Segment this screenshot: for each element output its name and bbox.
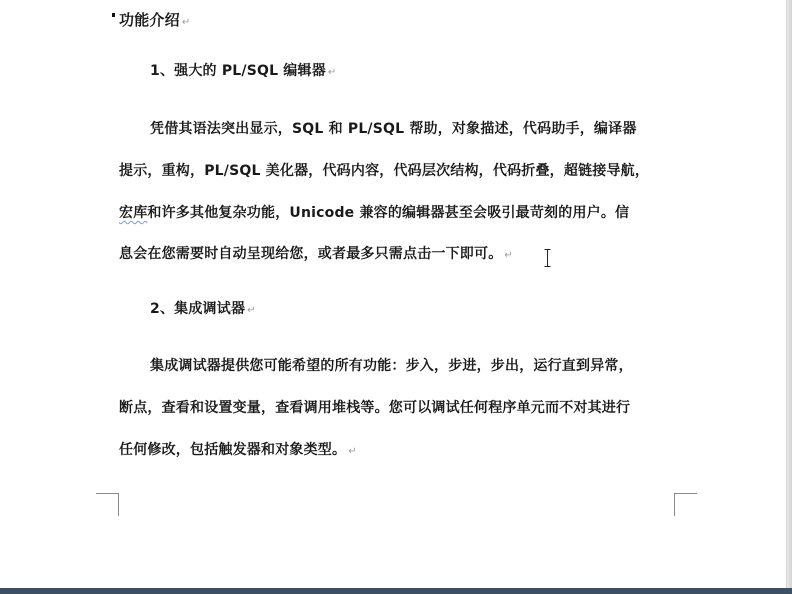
page-margin-corner-left (96, 493, 119, 516)
section-title (119, 11, 190, 32)
item1-heading-text: 1、强大的 PL/SQL 编辑器 (150, 63, 326, 79)
paragraph-mark-icon: ↵ (327, 67, 337, 78)
spellcheck-underlined-word[interactable]: 宏库 (119, 205, 148, 221)
item1-line-4 (119, 245, 513, 265)
paragraph-mark-icon: ↵ (504, 250, 513, 261)
heading-bullet-marker (112, 13, 115, 17)
item1-line-3-rest: 和许多其他复杂功能，Unicode 兼容的编辑器甚至会吸引最苛刻的用户。信 (147, 205, 630, 221)
item1-line-2: 提示，重构，PL/SQL 美化器，代码内容，代码层次结构，代码折叠，超链接导航， (119, 163, 650, 179)
item2-heading-text: 2、集成调试器 (150, 301, 246, 317)
window-bottom-bar (0, 588, 792, 594)
item1-line-4-text: 息会在您需要时自动呈现给您，或者最多只需点击一下即可。 (119, 246, 503, 262)
paragraph-mark-icon: ↵ (348, 446, 357, 457)
text-cursor-ibeam-icon (544, 249, 551, 267)
item2-line-2: 断点，查看和设置变量，查看调用堆栈等。您可以调试任何程序单元而不对其进行 (119, 400, 631, 416)
paragraph-mark-icon: ↵ (247, 305, 256, 316)
section-title-text: 功能介绍 (119, 11, 180, 29)
item1-heading (150, 62, 336, 82)
item1-line-1: 凭借其语法突出显示，SQL 和 PL/SQL 帮助，对象描述，代码助手，编译器 (150, 121, 637, 137)
item2-heading (150, 300, 256, 320)
item2-line-1: 集成调试器提供您可能希望的所有功能：步入，步进，步出，运行直到异常， (150, 358, 633, 374)
window-right-edge (786, 0, 792, 588)
item1-line-3 (119, 204, 629, 222)
item2-line-3 (119, 441, 357, 461)
paragraph-mark-icon: ↵ (181, 17, 191, 28)
page-margin-corner-right (674, 493, 697, 516)
item2-line-3-text: 任何修改，包括触发器和对象类型。 (119, 442, 347, 458)
